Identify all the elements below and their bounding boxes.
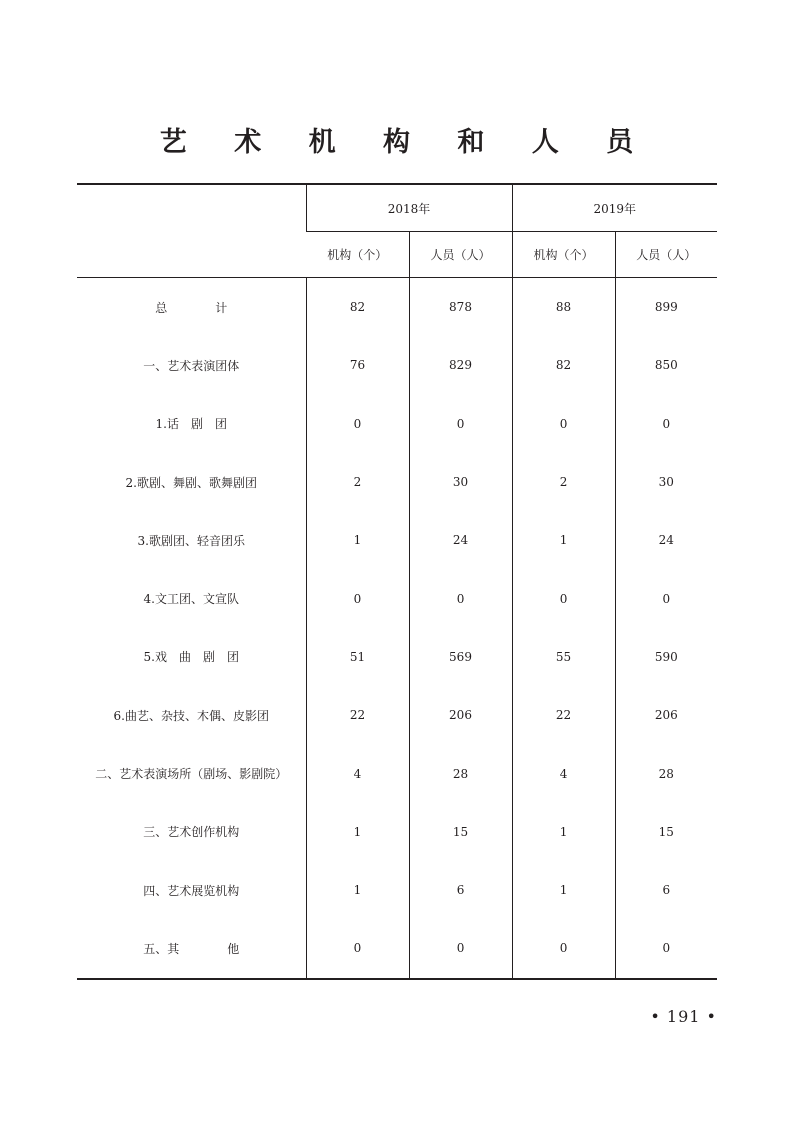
subheader-personnel-2018: 人员（人）	[409, 232, 512, 278]
cell-value: 1	[512, 861, 615, 919]
cell-value: 0	[306, 919, 409, 978]
cell-value: 0	[409, 395, 512, 453]
cell-value: 0	[615, 395, 717, 453]
cell-value: 30	[409, 453, 512, 511]
cell-value: 4	[306, 744, 409, 802]
table-row	[77, 278, 717, 337]
table-row	[77, 395, 717, 453]
page-title: 艺 术 机 构 和 人 员	[159, 127, 653, 158]
cell-value: 82	[512, 336, 615, 394]
cell-value: 1	[512, 803, 615, 861]
table-row	[77, 919, 717, 978]
cell-value: 15	[615, 803, 717, 861]
cell-value: 6	[409, 861, 512, 919]
row-label: 五、其 他	[77, 919, 306, 978]
table-row	[77, 686, 717, 744]
table-row	[77, 336, 717, 394]
cell-value: 2	[512, 453, 615, 511]
cell-value: 0	[306, 395, 409, 453]
institutions-table	[77, 183, 717, 980]
cell-value: 829	[409, 336, 512, 394]
cell-value: 88	[512, 278, 615, 337]
cell-value: 1	[306, 861, 409, 919]
header-year-2018: 2018年	[306, 184, 512, 232]
cell-value: 1	[306, 803, 409, 861]
cell-value: 0	[512, 919, 615, 978]
cell-value: 51	[306, 628, 409, 686]
cell-value: 206	[409, 686, 512, 744]
table-row	[77, 569, 717, 627]
row-label: 1.话 剧 团	[155, 417, 227, 432]
table-row	[77, 861, 717, 919]
row-label: 四、艺术展览机构	[143, 883, 240, 898]
cell-value: 55	[512, 628, 615, 686]
row-label: 6.曲艺、杂技、木偶、皮影团	[113, 708, 269, 723]
cell-value: 0	[615, 569, 717, 627]
header-corner	[77, 184, 306, 278]
table-row	[77, 628, 717, 686]
header-year-2019: 2019年	[512, 184, 717, 232]
row-label: 总 计	[155, 300, 228, 315]
cell-value: 2	[306, 453, 409, 511]
row-label: 2.歌剧、舞剧、歌舞剧团	[125, 475, 257, 490]
cell-value: 0	[306, 569, 409, 627]
row-label: 二、艺术表演场所（剧场、影剧院）	[95, 767, 288, 782]
row-label: 5.戏 曲 剧 团	[143, 650, 239, 665]
page-number: • 191 •	[650, 1007, 717, 1026]
cell-value: 15	[409, 803, 512, 861]
cell-value: 0	[409, 569, 512, 627]
cell-value: 24	[615, 511, 717, 569]
cell-value: 22	[512, 686, 615, 744]
cell-value: 850	[615, 336, 717, 394]
cell-value: 22	[306, 686, 409, 744]
cell-value: 899	[615, 278, 717, 337]
cell-value: 24	[409, 511, 512, 569]
cell-value: 6	[615, 861, 717, 919]
cell-value: 28	[615, 744, 717, 802]
cell-value: 0	[409, 919, 512, 978]
cell-value: 28	[409, 744, 512, 802]
cell-value: 30	[615, 453, 717, 511]
row-label: 3.歌剧团、轻音团乐	[137, 533, 245, 548]
cell-value: 0	[512, 569, 615, 627]
subheader-institutions-2019: 机构（个）	[512, 232, 615, 278]
row-label: 4.文工团、文宣队	[143, 592, 239, 607]
cell-value: 878	[409, 278, 512, 337]
table-row	[77, 803, 717, 861]
row-label: 一、艺术表演团体	[143, 358, 240, 373]
subheader-personnel-2019: 人员（人）	[615, 232, 717, 278]
row-label: 三、艺术创作机构	[143, 825, 240, 840]
cell-value: 0	[615, 919, 717, 978]
subheader-institutions-2018: 机构（个）	[306, 232, 409, 278]
cell-value: 82	[306, 278, 409, 337]
cell-value: 1	[512, 511, 615, 569]
cell-value: 4	[512, 744, 615, 802]
cell-value: 1	[306, 511, 409, 569]
table-row	[77, 453, 717, 511]
cell-value: 590	[615, 628, 717, 686]
cell-value: 0	[512, 395, 615, 453]
table-row	[77, 744, 717, 802]
cell-value: 206	[615, 686, 717, 744]
cell-value: 569	[409, 628, 512, 686]
cell-value: 76	[306, 336, 409, 394]
table-row	[77, 511, 717, 569]
